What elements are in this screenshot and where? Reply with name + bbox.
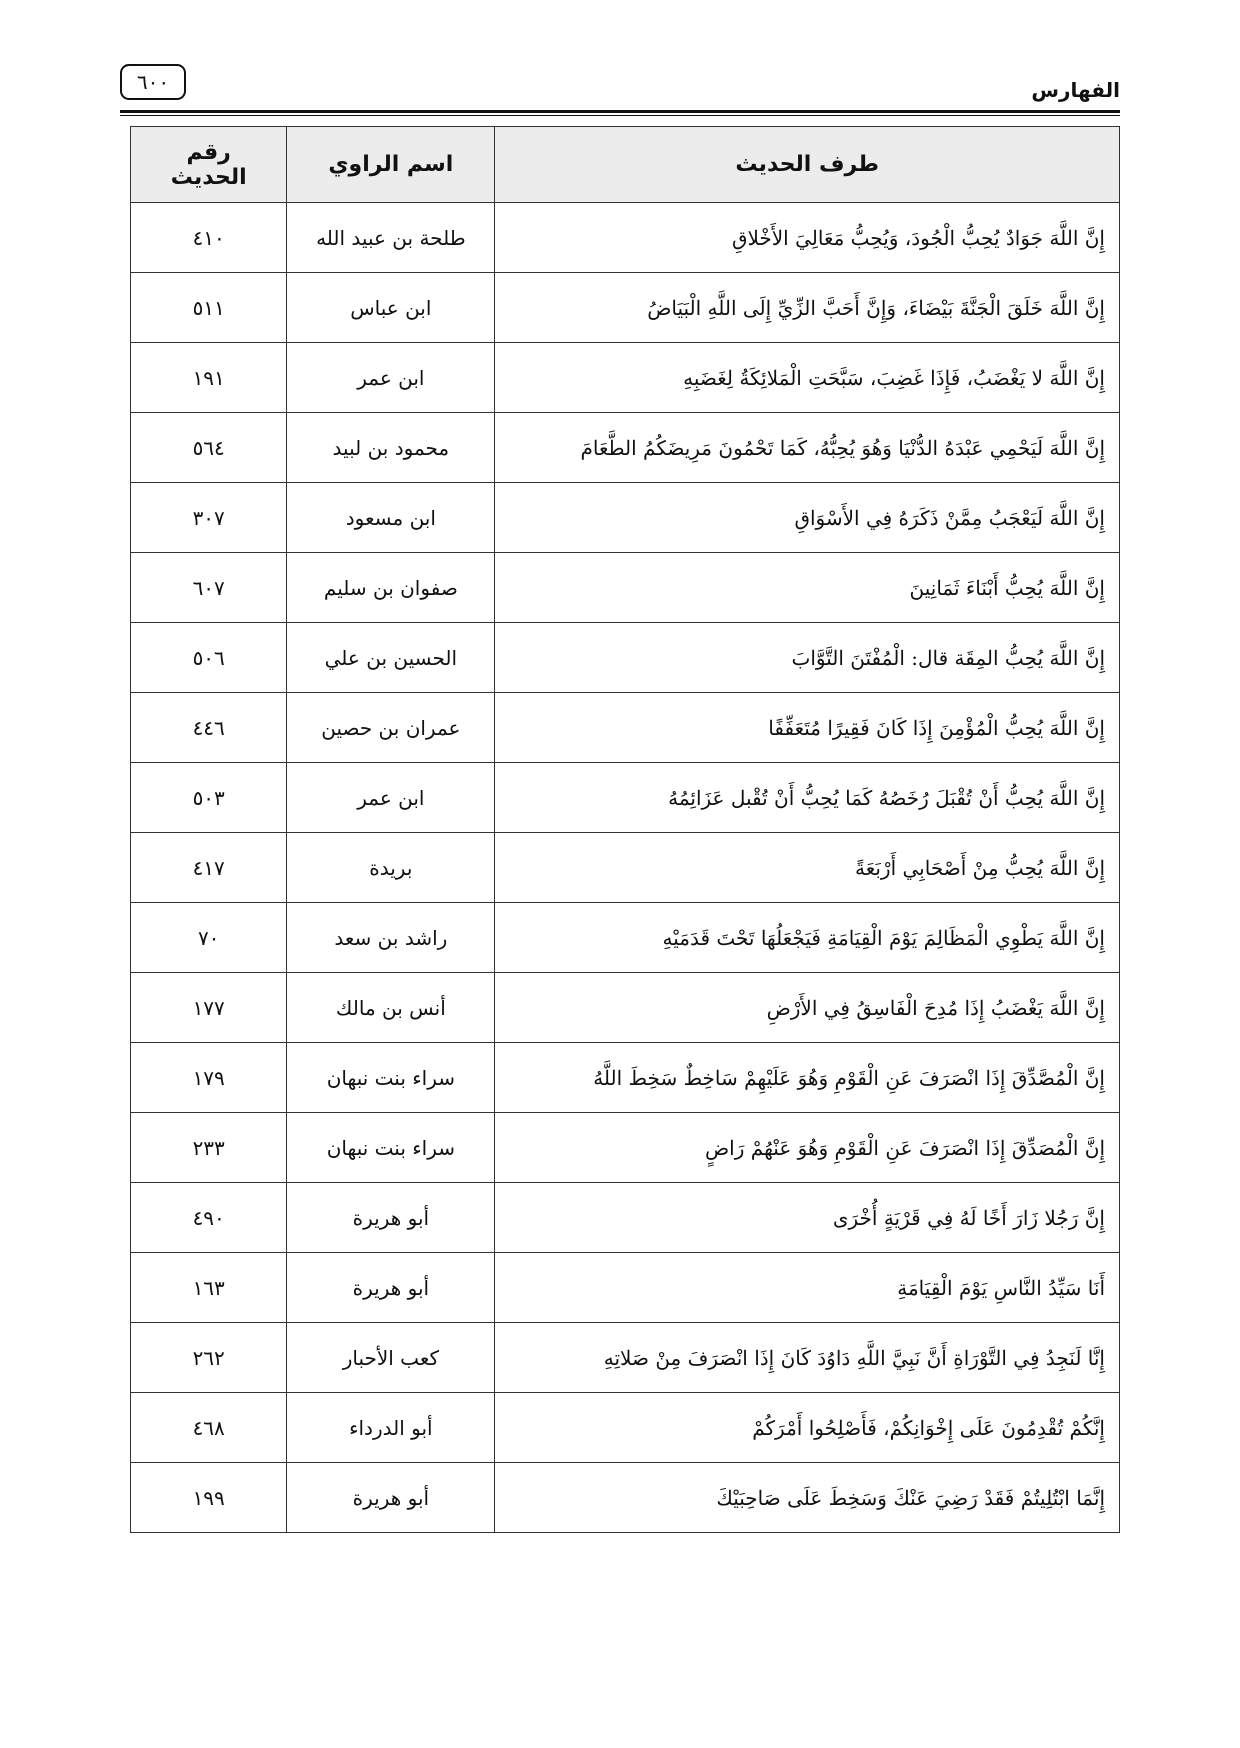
- narrator-cell: سراء بنت نبهان: [287, 1113, 495, 1183]
- hadith-cell: إِنَّ اللَّهَ يُحِبُّ أَبْنَاءَ ثَمَانِينَ: [495, 553, 1120, 623]
- narrator-cell: أبو هريرة: [287, 1253, 495, 1323]
- page-header: [120, 58, 1120, 114]
- hadith-number-cell: ١٩٩: [131, 1463, 287, 1533]
- table-row: [131, 903, 1120, 973]
- hadith-number-cell: ٣٠٧: [131, 483, 287, 553]
- narrator-cell: أبو الدرداء: [287, 1393, 495, 1463]
- hadith-number-cell: ٥٠٣: [131, 763, 287, 833]
- table-header-row: [131, 127, 1120, 203]
- hadith-cell: إِنَّ اللَّهَ لا يَغْضَبُ، فَإِذَا غَضِبَ، سَبَّحَتِ الْمَلائِكَةُ لِغَضَبِهِ: [495, 343, 1120, 413]
- table-row: [131, 1183, 1120, 1253]
- hadith-cell: إِنَّمَا ابْتُلِيتُمْ فَقَدْ رَضِيَ عَنْكَ وَسَخِطَ عَلَى صَاحِبَيْكَ: [495, 1463, 1120, 1533]
- table-row: [131, 623, 1120, 693]
- hadith-cell: أَنَا سَيِّدُ النَّاسِ يَوْمَ الْقِيَامَةِ: [495, 1253, 1120, 1323]
- hadith-number-cell: ٢٦٢: [131, 1323, 287, 1393]
- table-row: [131, 1043, 1120, 1113]
- hadith-number-cell: ١٩١: [131, 343, 287, 413]
- table-row: [131, 203, 1120, 273]
- hadith-number-cell: ١٧٧: [131, 973, 287, 1043]
- hadith-cell: إِنَّ رَجُلا زَارَ أَخًا لَهُ فِي قَرْيَةٍ أُخْرَى: [495, 1183, 1120, 1253]
- narrator-cell: كعب الأحبار: [287, 1323, 495, 1393]
- narrator-cell: سراء بنت نبهان: [287, 1043, 495, 1113]
- table-row: [131, 693, 1120, 763]
- narrator-cell: صفوان بن سليم: [287, 553, 495, 623]
- narrator-cell: ابن عباس: [287, 273, 495, 343]
- table-row: [131, 833, 1120, 903]
- table-row: [131, 413, 1120, 483]
- hadith-index-table: [130, 126, 1120, 1533]
- hadith-number-cell: ٥١١: [131, 273, 287, 343]
- hadith-cell: إِنَّ اللَّهَ جَوَادٌ يُحِبُّ الْجُودَ، وَيُحِبُّ مَعَالِيَ الأَخْلاقِ: [495, 203, 1120, 273]
- table-row: [131, 553, 1120, 623]
- narrator-cell: طلحة بن عبيد الله: [287, 203, 495, 273]
- table-row: [131, 343, 1120, 413]
- narrator-cell: ابن مسعود: [287, 483, 495, 553]
- hadith-cell: إِنَّ اللَّهَ يُحِبُّ الْمُؤْمِنَ إِذَا كَانَ فَقِيرًا مُتَعَفِّفًا: [495, 693, 1120, 763]
- table-row: [131, 1323, 1120, 1393]
- narrator-cell: الحسين بن علي: [287, 623, 495, 693]
- hadith-number-cell: ٥٦٤: [131, 413, 287, 483]
- hadith-cell: إِنَّ اللَّهَ يَغْضَبُ إِذَا مُدِحَ الْفَاسِقُ فِي الأَرْضِ: [495, 973, 1120, 1043]
- narrator-cell: محمود بن لبيد: [287, 413, 495, 483]
- table-row: [131, 273, 1120, 343]
- hadith-number-cell: ٢٣٣: [131, 1113, 287, 1183]
- table-row: [131, 1463, 1120, 1533]
- column-header-hadith: طرف الحديث: [495, 127, 1120, 203]
- hadith-cell: إِنَّ اللَّهَ يَطْوِي الْمَظَالِمَ يَوْمَ الْقِيَامَةِ فَيَجْعَلُهَا تَحْتَ قَدَمَيْهِ: [495, 903, 1120, 973]
- hadith-number-cell: ١٧٩: [131, 1043, 287, 1113]
- hadith-number-cell: ٦٠٧: [131, 553, 287, 623]
- hadith-cell: إِنَّ اللَّهَ يُحِبُّ المِقَة قال: الْمُفْتَنَ التَّوَّابَ: [495, 623, 1120, 693]
- narrator-cell: راشد بن سعد: [287, 903, 495, 973]
- hadith-number-cell: ٤١٠: [131, 203, 287, 273]
- hadith-number-cell: ٤١٧: [131, 833, 287, 903]
- narrator-cell: أنس بن مالك: [287, 973, 495, 1043]
- section-title: الفهارس: [1031, 78, 1120, 102]
- hadith-cell: إِنَّ الْمُصَدِّقَ إِذَا انْصَرَفَ عَنِ الْقَوْمِ وَهُوَ عَنْهُمْ رَاضٍ: [495, 1113, 1120, 1183]
- hadith-number-cell: ٧٠: [131, 903, 287, 973]
- table-row: [131, 1253, 1120, 1323]
- table-row: [131, 763, 1120, 833]
- hadith-cell: إِنَّ اللَّهَ لَيَعْجَبُ مِمَّنْ ذَكَرَهُ فِي الأَسْوَاقِ: [495, 483, 1120, 553]
- narrator-cell: أبو هريرة: [287, 1183, 495, 1253]
- hadith-cell: إِنَّ اللَّهَ يُحِبُّ مِنْ أَصْحَابِي أَرْبَعَةً: [495, 833, 1120, 903]
- narrator-cell: ابن عمر: [287, 763, 495, 833]
- table-row: [131, 1393, 1120, 1463]
- hadith-cell: إِنَّ اللَّهَ خَلَقَ الْجَنَّةَ بَيْضَاءَ، وَإِنَّ أَحَبَّ الزِّيِّ إِلَى اللَّهِ الْبَيَاضُ: [495, 273, 1120, 343]
- hadith-cell: إِنَّا لَنَجِدُ فِي التَّوْرَاةِ أَنَّ نَبِيَّ اللَّهِ دَاوُدَ كَانَ إِذَا انْصَرَفَ مِنْ صَلاتِهِ: [495, 1323, 1120, 1393]
- header-rule: [120, 110, 1120, 116]
- hadith-cell: إِنَّ اللَّهَ لَيَحْمِي عَبْدَهُ الدُّنْيَا وَهُوَ يُحِبُّهُ، كَمَا تَحْمُونَ مَرِيضَكُمُ الطَّعَامَ: [495, 413, 1120, 483]
- hadith-number-cell: ٤٤٦: [131, 693, 287, 763]
- hadith-cell: إِنَّ اللَّهَ يُحِبُّ أَنْ تُقْبَلَ رُخَصُهُ كَمَا يُحِبُّ أَنْ تُقْبل عَزَائِمُهُ: [495, 763, 1120, 833]
- hadith-number-cell: ٤٩٠: [131, 1183, 287, 1253]
- column-header-number: رقم الحديث: [131, 127, 287, 203]
- narrator-cell: عمران بن حصين: [287, 693, 495, 763]
- hadith-cell: إِنَّكُمْ تُقْدِمُونَ عَلَى إِخْوَانِكُمْ، فَأَصْلِحُوا أَمْرَكُمْ: [495, 1393, 1120, 1463]
- narrator-cell: أبو هريرة: [287, 1463, 495, 1533]
- narrator-cell: ابن عمر: [287, 343, 495, 413]
- hadith-number-cell: ١٦٣: [131, 1253, 287, 1323]
- page-number: ٦٠٠: [120, 64, 186, 100]
- hadith-number-cell: ٤٦٨: [131, 1393, 287, 1463]
- hadith-number-cell: ٥٠٦: [131, 623, 287, 693]
- table-row: [131, 973, 1120, 1043]
- hadith-cell: إِنَّ الْمُصَّدِّقَ إِذَا انْصَرَفَ عَنِ الْقَوْمِ وَهُوَ عَلَيْهِمْ سَاخِطٌ سَخِطَ اللَّهُ: [495, 1043, 1120, 1113]
- narrator-cell: بريدة: [287, 833, 495, 903]
- column-header-narrator: اسم الراوي: [287, 127, 495, 203]
- table-row: [131, 483, 1120, 553]
- table-row: [131, 1113, 1120, 1183]
